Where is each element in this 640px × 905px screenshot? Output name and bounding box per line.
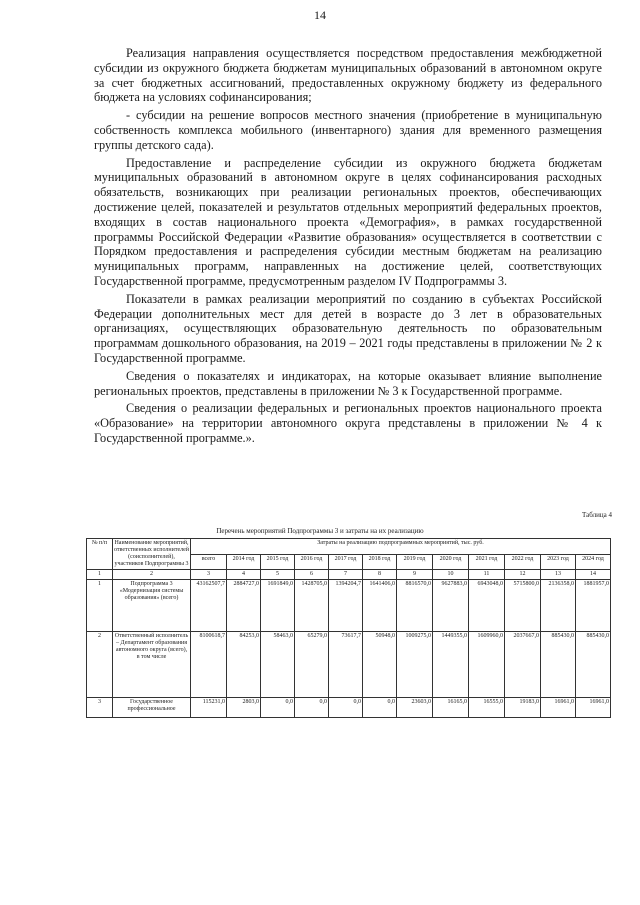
cell-value: 50948,0 — [363, 632, 397, 698]
year-header: 2015 год — [261, 554, 295, 570]
cell-value: 2136358,0 — [541, 580, 576, 632]
cell-value: 84253,0 — [227, 632, 261, 698]
year-header: 2017 год — [329, 554, 363, 570]
cell-value: 0,0 — [295, 698, 329, 718]
year-header: 2014 год — [227, 554, 261, 570]
year-header: 2016 год — [295, 554, 329, 570]
cell-value: 2803,0 — [227, 698, 261, 718]
cell-value: 1449355,0 — [433, 632, 469, 698]
col-number: 1 — [87, 570, 113, 580]
cell-value: 2884727,0 — [227, 580, 261, 632]
col-number: 3 — [191, 570, 227, 580]
table-header-row — [87, 539, 611, 555]
year-header: 2021 год — [469, 554, 505, 570]
col-number: 13 — [541, 570, 576, 580]
cell-value: 23603,0 — [397, 698, 433, 718]
paragraph: Сведения о показателях и индикаторах, на которые оказывает влияние выполнение региональных проектов, представлены в приложении № 3 к Государственной программе. — [94, 368, 602, 398]
cell-value: 0,0 — [329, 698, 363, 718]
row-name: Государственное профессиональное — [113, 698, 191, 718]
cell-value: 2037667,0 — [505, 632, 541, 698]
cell-value: 6943048,0 — [469, 580, 505, 632]
cell-value: 16555,0 — [469, 698, 505, 718]
table-colnum-row — [87, 570, 611, 580]
cell-value: 885430,0 — [576, 632, 611, 698]
cell-value: 8816570,0 — [397, 580, 433, 632]
header-no: № п/п — [87, 539, 113, 570]
page-number: 14 — [314, 8, 326, 22]
col-number: 12 — [505, 570, 541, 580]
year-header: 2023 год — [541, 554, 576, 570]
cell-value: 1428705,0 — [295, 580, 329, 632]
col-number: 2 — [113, 570, 191, 580]
row-name: Подпрограмма 3 «Модернизация системы образования» (всего) — [113, 580, 191, 632]
col-number: 9 — [397, 570, 433, 580]
year-header: всего — [191, 554, 227, 570]
cell-value: 1881957,0 — [576, 580, 611, 632]
col-number: 10 — [433, 570, 469, 580]
cell-value: 8100618,7 — [191, 632, 227, 698]
paragraph: - субсидии на решение вопросов местного значения (приобретение в муниципальную собственность комплекса мобильного (инвентарного) здания для временного размещения группы детского сада). — [94, 108, 602, 152]
costs-table — [86, 538, 611, 718]
table-title: Перечень мероприятий Подпрограммы 3 и затраты на их реализацию — [216, 527, 424, 535]
cell-value: 43162507,7 — [191, 580, 227, 632]
col-number: 7 — [329, 570, 363, 580]
col-number: 8 — [363, 570, 397, 580]
cell-value: 65279,0 — [295, 632, 329, 698]
col-number: 11 — [469, 570, 505, 580]
cell-value: 1394204,7 — [329, 580, 363, 632]
row-no: 3 — [87, 698, 113, 718]
paragraph: Предоставление и распределение субсидии из окружного бюджета бюджетам муниципальных образований в автономном округе в целях софинансирования расходных обязательств, возникающих при реализации региональных проектов, обеспечивающих достижение целей, показателей и результатов отдельных мероприятий федеральных проектов, входящих в состав национального проекта «Демография», в рамках государственной программы Российской Федерации «Развитие образования» осуществляется в соответствии с Порядком предоставления и распределения субсидии местным бюджетам на реализацию муниципальных программ, направленных на достижение целей, соответствующих Государственной программе, предусмотренным разделом IV Подпрограммы 3. — [94, 155, 602, 288]
paragraph: Сведения о реализации федеральных и региональных проектов национального проекта «Образование» на территории автономного округа представлены в приложении № 4 к Государственной программе.». — [94, 401, 602, 445]
header-costs: Затраты на реализацию подпрограммных мероприятий, тыс. руб. — [191, 539, 611, 555]
year-header: 2022 год — [505, 554, 541, 570]
row-no: 1 — [87, 580, 113, 632]
table-caption: Таблица 4 — [582, 511, 612, 519]
cell-value: 19183,0 — [505, 698, 541, 718]
table-row — [87, 580, 611, 632]
year-header: 2018 год — [363, 554, 397, 570]
row-name: Ответственный исполнитель – Департамент образования автономного округа (всего), в том числе — [113, 632, 191, 698]
cell-value: 1691849,0 — [261, 580, 295, 632]
col-number: 4 — [227, 570, 261, 580]
cell-value: 73617,7 — [329, 632, 363, 698]
header-name: Наименование мероприятий, ответственных исполнителей (соисполнителей), участников Подпрограммы 3 — [113, 539, 191, 570]
paragraph: Показатели в рамках реализации мероприятий по созданию в субъектах Российской Федерации дополнительных мест для детей в возрасте до 3 лет в образовательных организациях, осуществляющих образовательную деятельность по образовательным программам дошкольного образования, на 2019 – 2021 годы представлены в приложении № 2 к Государственной программе. — [94, 291, 602, 365]
cell-value: 58463,0 — [261, 632, 295, 698]
cell-value: 16961,0 — [541, 698, 576, 718]
cell-value: 0,0 — [363, 698, 397, 718]
col-number: 5 — [261, 570, 295, 580]
col-number: 6 — [295, 570, 329, 580]
cell-value: 1009275,0 — [397, 632, 433, 698]
cell-value: 115231,0 — [191, 698, 227, 718]
paragraph: Реализация направления осуществляется посредством предоставления межбюджетной субсидии из окружного бюджета бюджетам муниципальных образований в автономном округе за счет бюджетных ассигнований, предоставленных окружному бюджету из федерального бюджета на условиях софинансирования; — [94, 46, 602, 105]
cell-value: 9627883,0 — [433, 580, 469, 632]
year-header: 2020 год — [433, 554, 469, 570]
col-number: 14 — [576, 570, 611, 580]
year-header: 2019 год — [397, 554, 433, 570]
cell-value: 0,0 — [261, 698, 295, 718]
year-header: 2024 год — [576, 554, 611, 570]
table-row — [87, 632, 611, 698]
row-no: 2 — [87, 632, 113, 698]
cell-value: 1609960,0 — [469, 632, 505, 698]
body-text — [94, 46, 602, 449]
cell-value: 5715800,0 — [505, 580, 541, 632]
cell-value: 16165,0 — [433, 698, 469, 718]
cell-value: 1641406,0 — [363, 580, 397, 632]
cell-value: 16961,0 — [576, 698, 611, 718]
cell-value: 885430,0 — [541, 632, 576, 698]
table-row — [87, 698, 611, 718]
